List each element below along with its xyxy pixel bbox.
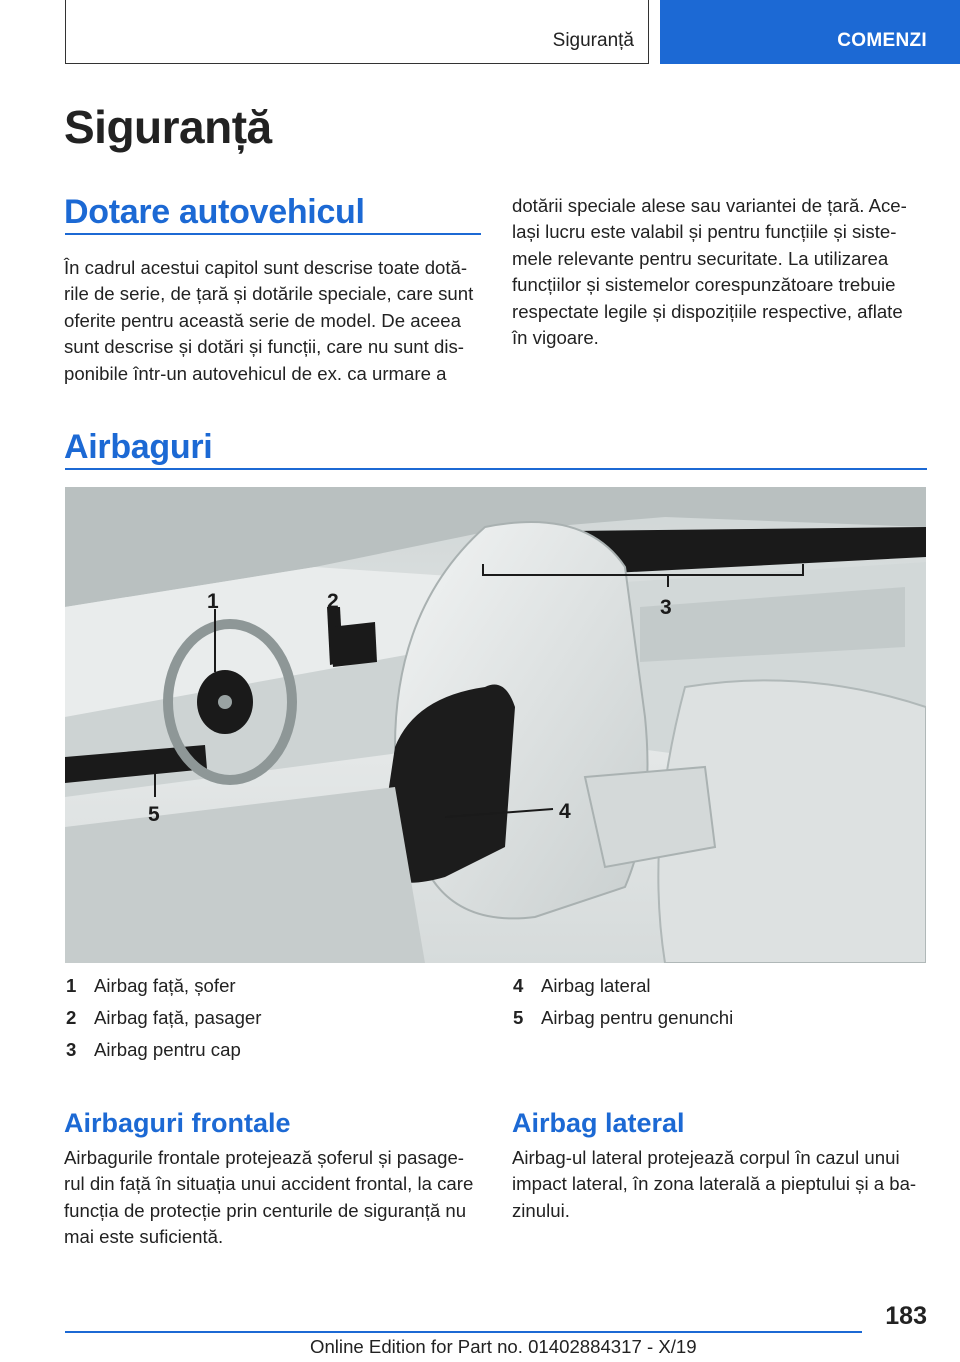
frontale-text bbox=[64, 1145, 473, 1251]
airbag-illustration bbox=[65, 487, 926, 963]
callout-3: 3 bbox=[660, 596, 672, 619]
callout-1: 1 bbox=[207, 590, 219, 613]
legend-number: 1 bbox=[66, 975, 77, 996]
legend-text: Airbag pentru cap bbox=[94, 1039, 241, 1060]
callout-2: 2 bbox=[327, 590, 339, 613]
heading-dotare: Dotare autovehicul bbox=[64, 193, 365, 231]
text-line: zinului. bbox=[512, 1199, 570, 1221]
text-line: funcțiilor și sistemelor corespunzătoare trebuie bbox=[512, 274, 896, 296]
text-line: Airbag-ul lateral protejează corpul în cazul unui bbox=[512, 1147, 900, 1168]
legend-number: 3 bbox=[66, 1039, 77, 1060]
text-line: mele relevante pentru securitate. La utilizarea bbox=[512, 247, 889, 269]
dotare-col2 bbox=[512, 193, 907, 351]
text-line: rul din față în situația unui accident frontal, la care bbox=[64, 1173, 474, 1195]
text-line: lași lucru este valabil și pentru funcțiile și siste‐ bbox=[512, 221, 897, 243]
header-chapter-tab[interactable] bbox=[660, 0, 960, 64]
header-section-tab bbox=[65, 0, 649, 64]
legend-text: Airbag pentru genunchi bbox=[541, 1007, 734, 1028]
text-line: mai este suficientă. bbox=[64, 1226, 224, 1248]
text-line: În cadrul acestui capitol sunt descrise toate dotă‐ bbox=[64, 257, 468, 278]
heading-airbaguri-frontale: Airbaguri frontale bbox=[64, 1108, 291, 1138]
text-line: sunt descrise și dotări și funcții, care nu sunt dis‐ bbox=[64, 336, 464, 358]
header-section-label: Siguranță bbox=[552, 30, 634, 51]
text-line: impact lateral, în zona laterală a pieptului și a ba‐ bbox=[512, 1173, 917, 1195]
legend-number: 5 bbox=[513, 1007, 524, 1028]
legend-number: 4 bbox=[513, 975, 524, 996]
footer-edition: Online Edition for Part no. 01402884317 - X/19 bbox=[310, 1336, 697, 1357]
text-line: ponibile într-un autovehicul de ex. ca urmare a bbox=[64, 362, 447, 384]
lateral-text bbox=[512, 1145, 916, 1224]
heading-rule bbox=[65, 233, 481, 235]
text-line: dotării speciale alese sau variantei de țară. Ace‐ bbox=[512, 195, 907, 216]
callout-5: 5 bbox=[148, 803, 160, 826]
legend-text: Airbag lateral bbox=[541, 975, 651, 996]
footer-rule bbox=[65, 1331, 862, 1333]
car-interior-drawing bbox=[65, 487, 926, 963]
text-line: oferite pentru această serie de model. De aceea bbox=[64, 309, 461, 331]
heading-airbaguri: Airbaguri bbox=[64, 428, 213, 466]
legend-text: Airbag față, șofer bbox=[94, 975, 236, 996]
legend-text: Airbag față, pasager bbox=[94, 1007, 262, 1028]
legend-number: 2 bbox=[66, 1007, 77, 1028]
page-title: Siguranță bbox=[64, 101, 272, 153]
text-line: Airbagurile frontale protejează șoferul și pasage‐ bbox=[64, 1147, 464, 1168]
text-line: respectate legile și dispozițiile respective, aflate bbox=[512, 300, 903, 322]
dotare-col1 bbox=[64, 255, 473, 387]
text-line: rile de serie, de țară și dotările speciale, care sunt bbox=[64, 283, 474, 305]
text-line: în vigoare. bbox=[512, 327, 599, 349]
page-number: 183 bbox=[885, 1302, 927, 1330]
callout-4: 4 bbox=[559, 800, 571, 823]
heading-rule bbox=[65, 468, 927, 470]
header-chapter-label: COMENZI bbox=[837, 30, 927, 51]
text-line: funcția de protecție prin centurile de siguranță nu bbox=[64, 1199, 467, 1221]
heading-airbag-lateral: Airbag lateral bbox=[512, 1108, 685, 1138]
